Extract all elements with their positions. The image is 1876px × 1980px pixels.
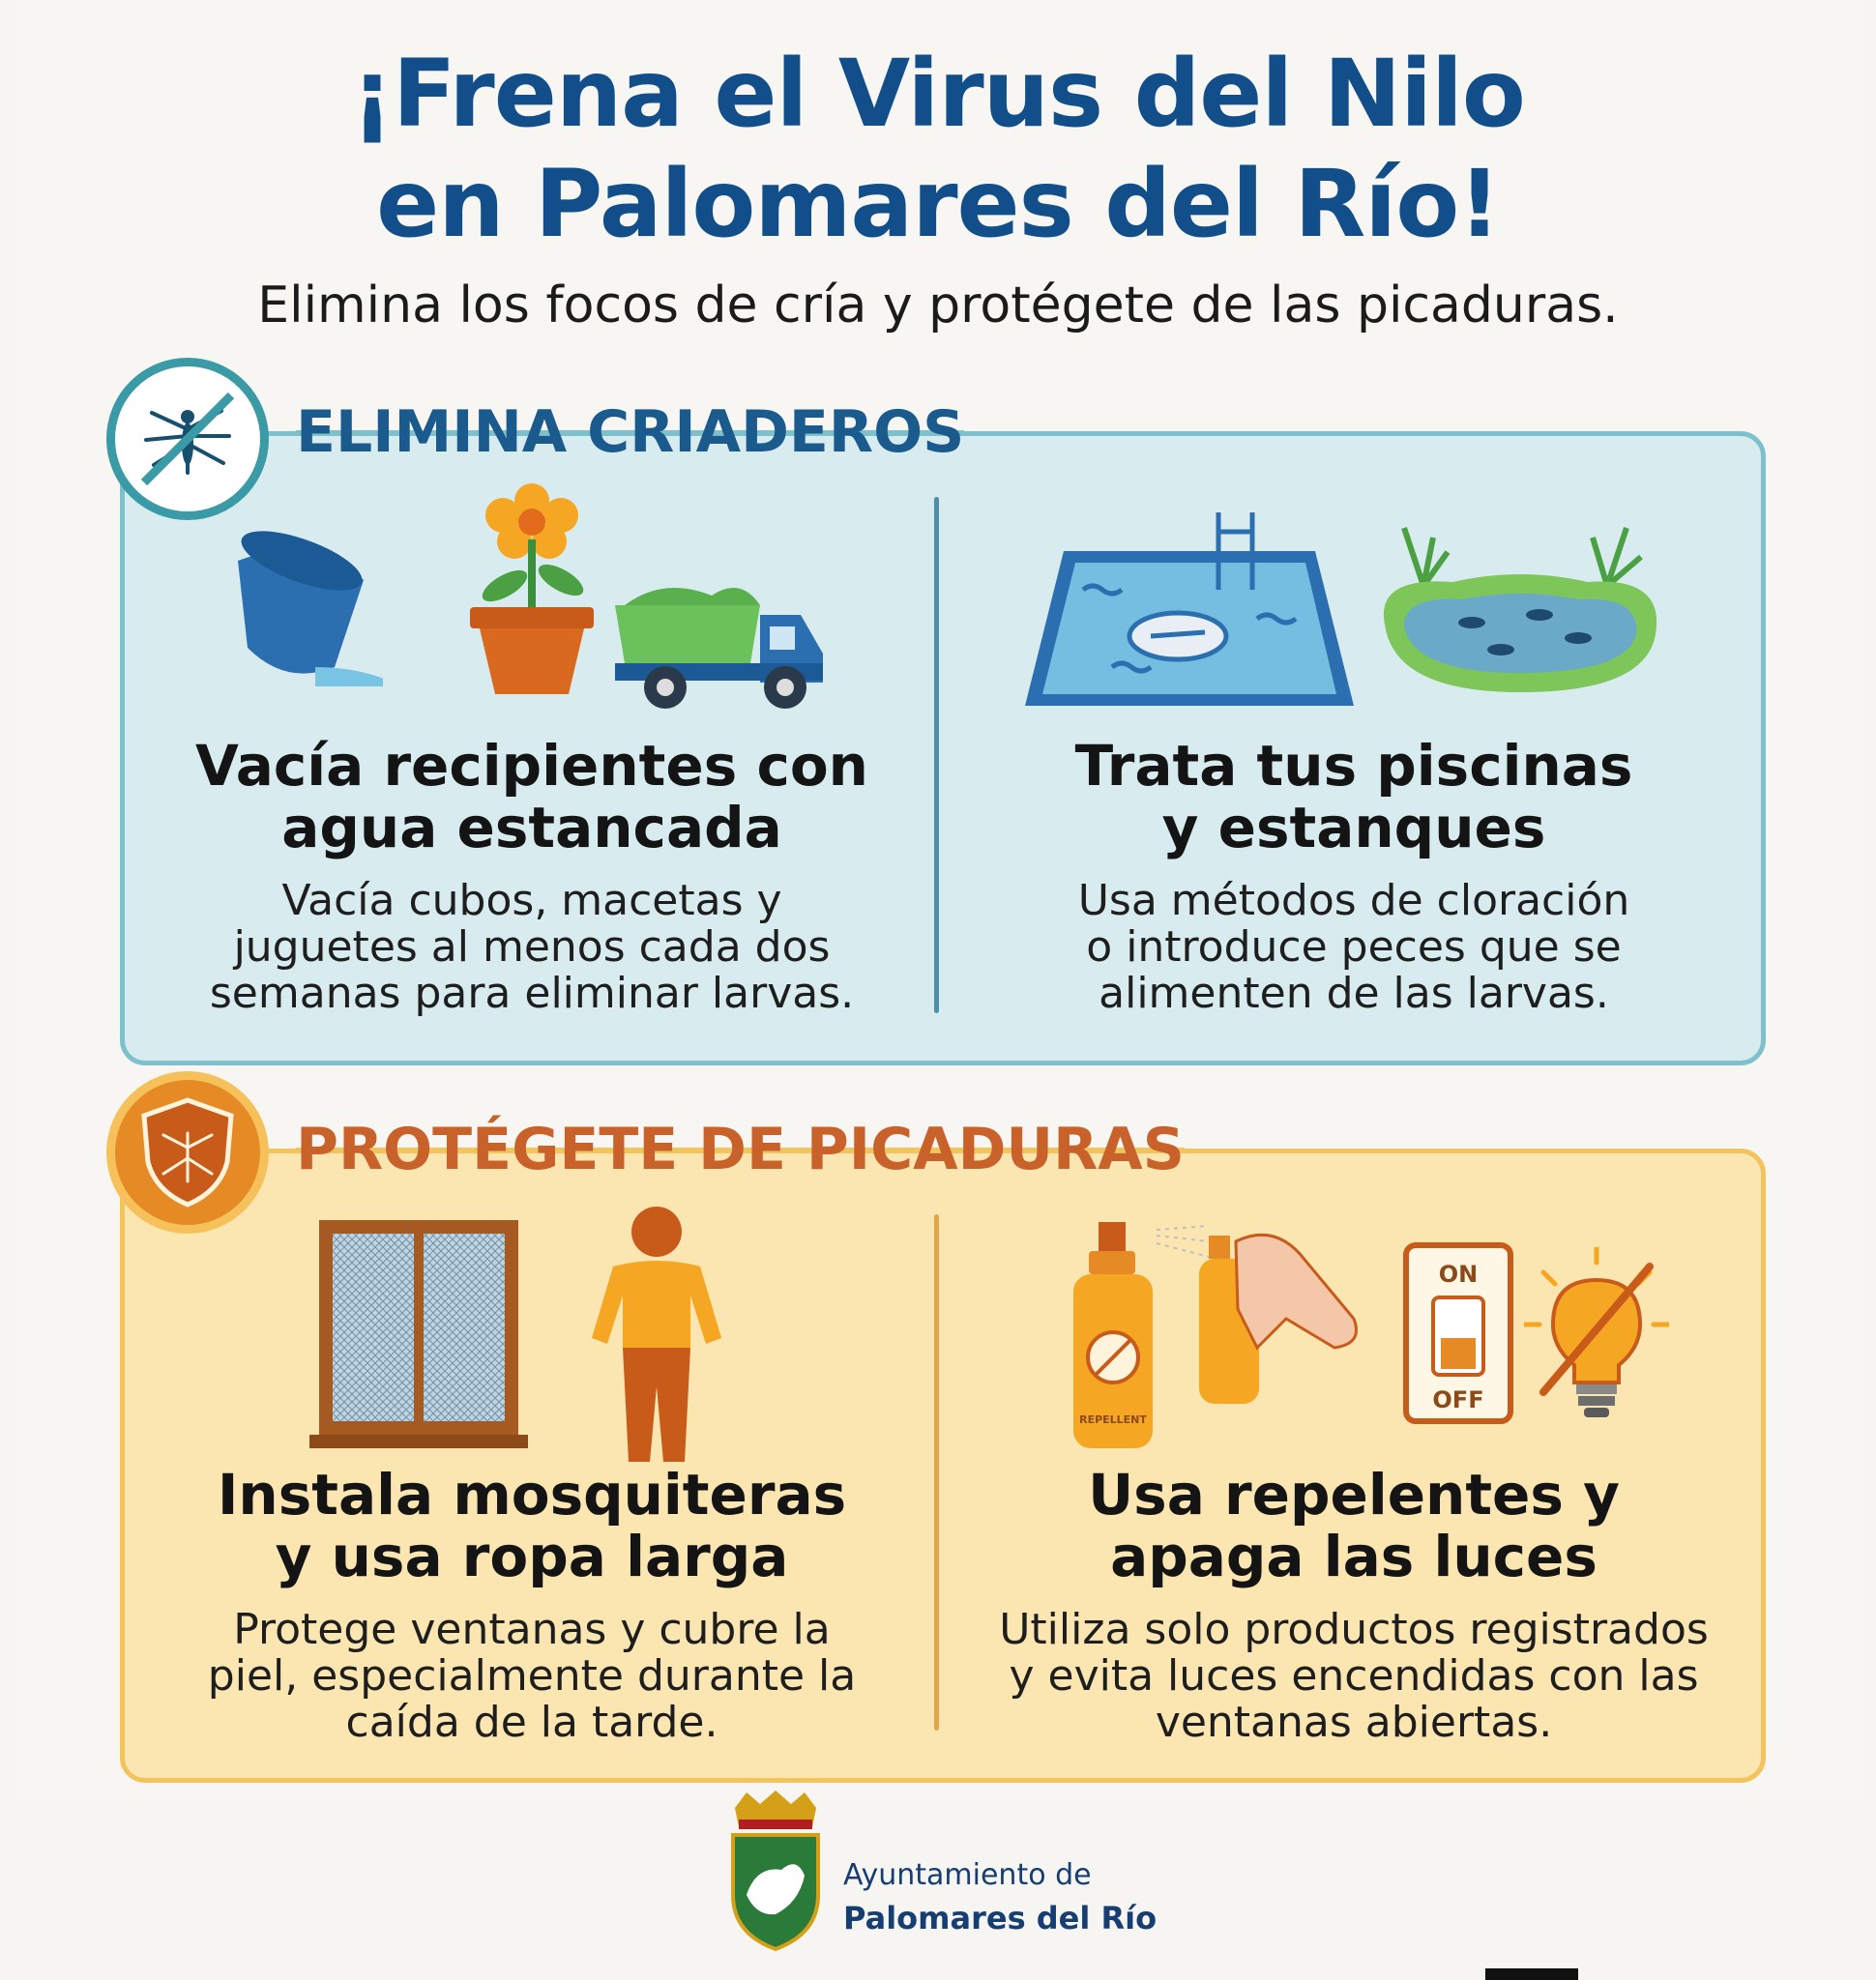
card-body-line: piel, especialmente durante la bbox=[207, 1651, 857, 1701]
card-body-line: juguetes al menos cada dos bbox=[233, 922, 831, 972]
card-body-line: o introduce peces que se bbox=[1086, 922, 1622, 972]
bucket-icon bbox=[219, 522, 383, 686]
pool-chlorine-icon bbox=[1025, 512, 1354, 715]
card-empty-containers bbox=[135, 735, 928, 1017]
person-long-clothes-icon bbox=[584, 1203, 729, 1464]
card-body-line: caída de la tarde. bbox=[345, 1698, 718, 1747]
footer-line-2: Palomares del Río bbox=[843, 1900, 1158, 1936]
card-body-line: alimenten de las larvas. bbox=[1099, 969, 1609, 1018]
section-title-protect-bites: PROTÉGETE DE PICADURAS bbox=[296, 1116, 1185, 1183]
pond-fish-icon bbox=[1365, 518, 1675, 702]
coat-of-arms-icon bbox=[727, 1789, 824, 1953]
page-title-line-2: en Palomares del Río! bbox=[376, 150, 1500, 258]
switch-off-label: OFF bbox=[1432, 1386, 1484, 1413]
flowerpot-icon bbox=[454, 472, 609, 694]
card-treat-pools bbox=[957, 735, 1750, 1017]
footer-line-1: Ayuntamiento de bbox=[843, 1858, 1092, 1892]
section-divider bbox=[934, 497, 939, 1013]
card-heading-line: apaga las luces bbox=[1110, 1524, 1598, 1589]
card-body-line: Protege ventanas y cubre la bbox=[233, 1605, 831, 1654]
card-body-line: Utiliza solo productos registrados bbox=[999, 1605, 1709, 1654]
card-heading-line: Usa repelentes y bbox=[1088, 1462, 1620, 1528]
card-body-line: Usa métodos de cloración bbox=[1077, 876, 1630, 925]
card-heading-line: y usa ropa larga bbox=[275, 1524, 789, 1589]
mosquito-net-window-icon bbox=[309, 1220, 528, 1448]
card-body-line: ventanas abiertas. bbox=[1155, 1698, 1553, 1747]
card-install-nets bbox=[135, 1464, 928, 1746]
card-body-line: semanas para eliminar larvas. bbox=[209, 969, 855, 1018]
shield-mosquito-icon bbox=[106, 1071, 269, 1234]
card-heading-line: Instala mosquiteras bbox=[217, 1462, 847, 1528]
dump-truck-icon bbox=[615, 576, 828, 712]
page-subtitle: Elimina los focos de cría y protégete de las picaduras. bbox=[257, 277, 1619, 335]
card-heading-line: Trata tus piscinas bbox=[1074, 733, 1633, 799]
card-body-line: y evita luces encendidas con las bbox=[1009, 1651, 1699, 1701]
footer-municipality bbox=[843, 1858, 1157, 1936]
section-title-eliminate-breeding: ELIMINA CRIADEROS bbox=[296, 398, 965, 466]
card-use-repellent bbox=[957, 1464, 1750, 1746]
card-body-line: Vacía cubos, macetas y bbox=[281, 876, 782, 925]
card-heading-line: y estanques bbox=[1161, 795, 1546, 860]
no-lightbulb-icon bbox=[1524, 1247, 1669, 1421]
repellent-spray-icon bbox=[1064, 1222, 1373, 1454]
corner-mark bbox=[1485, 1968, 1578, 1980]
card-heading-line: agua estancada bbox=[281, 795, 782, 860]
switch-on-label: ON bbox=[1438, 1261, 1479, 1288]
page-title-line-1: ¡Frena el Virus del Nilo bbox=[351, 40, 1525, 148]
no-mosquito-icon bbox=[106, 358, 269, 520]
bottle-label: REPELLENT bbox=[1079, 1413, 1147, 1426]
light-switch-icon bbox=[1402, 1241, 1514, 1425]
card-heading-line: Vacía recipientes con bbox=[195, 733, 868, 799]
section-divider bbox=[934, 1214, 939, 1731]
